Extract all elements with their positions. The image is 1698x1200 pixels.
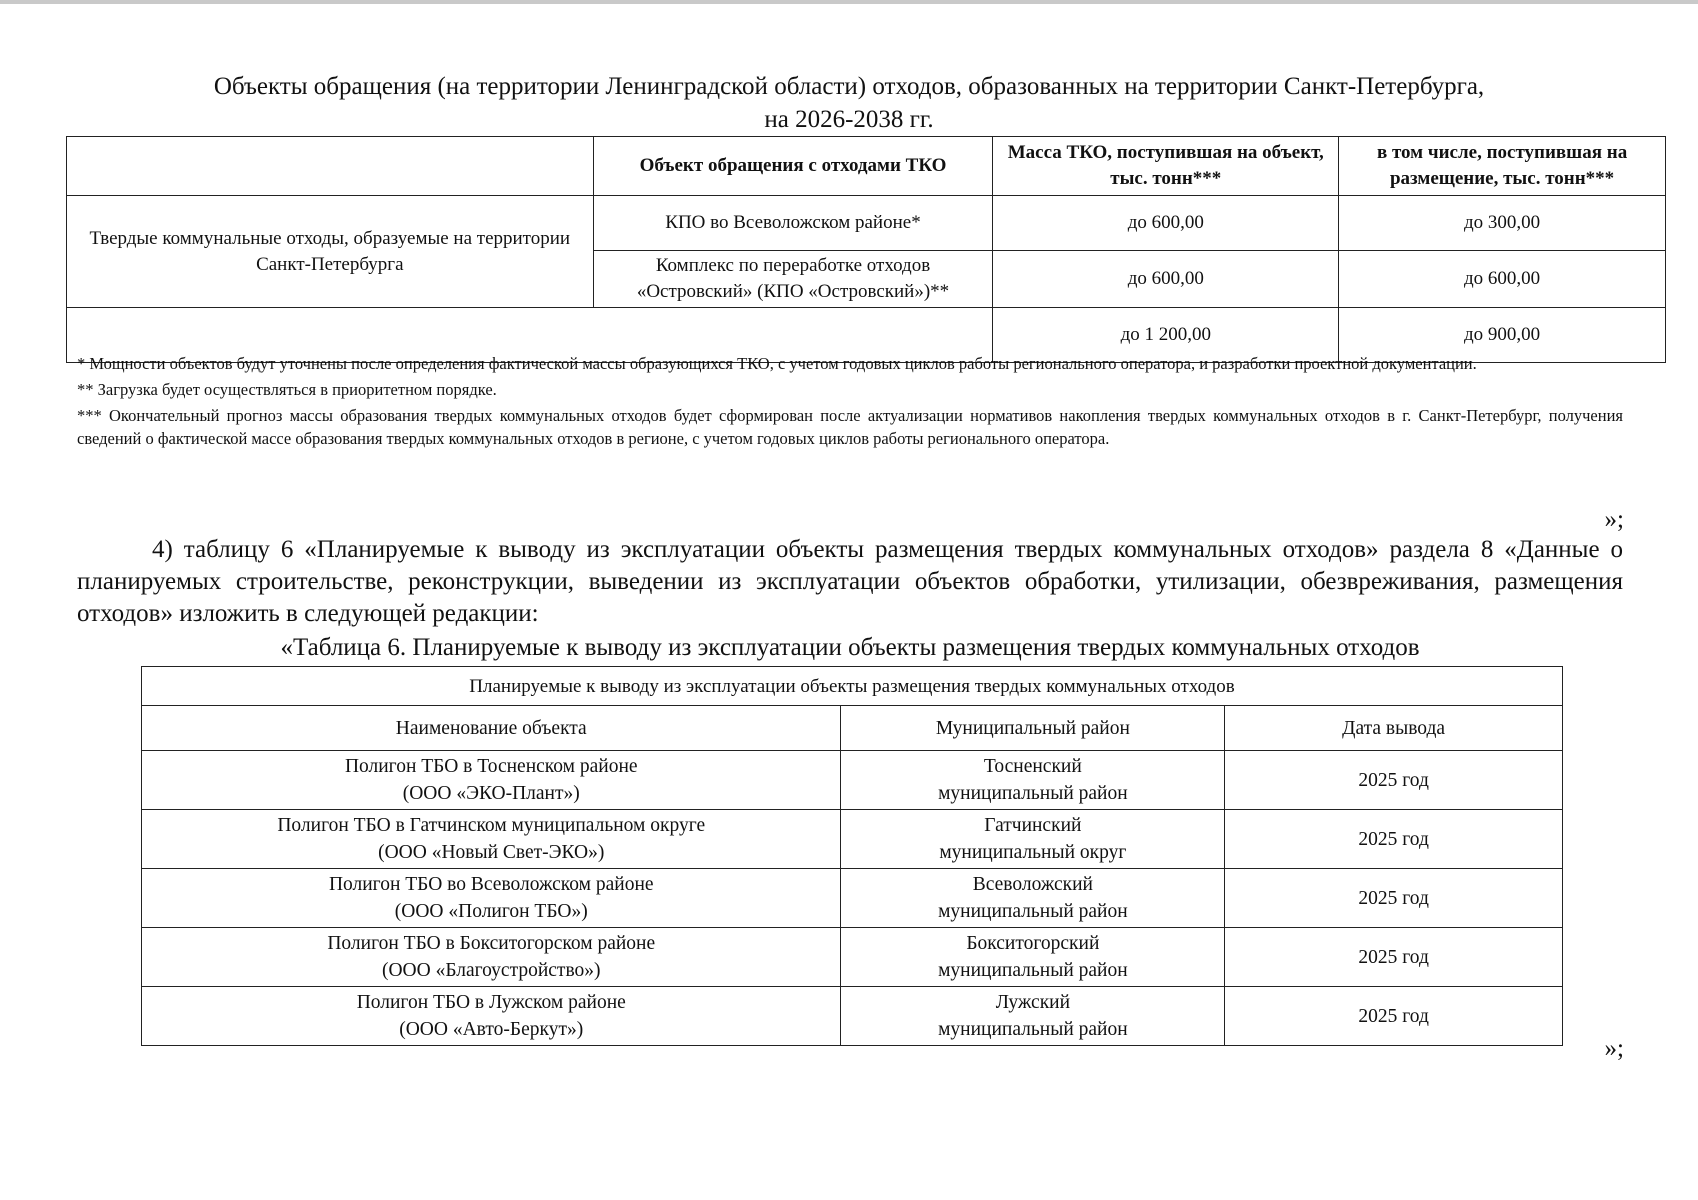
district-line: Бокситогорский — [966, 933, 1100, 954]
district-line: Тосненский — [983, 756, 1082, 777]
table1-placement: до 600,00 — [1339, 251, 1666, 308]
district-type-line: муниципальный район — [938, 1019, 1128, 1040]
company-line: (ООО «Благоустройство») — [381, 960, 601, 981]
table1-header-empty — [67, 137, 594, 196]
closing-quote-2: »; — [1604, 1035, 1624, 1062]
district-type-line: муниципальный район — [938, 901, 1128, 922]
footnote-2: ** Загрузка будет осуществляться в приоритетном порядке. — [77, 380, 497, 399]
table1-object: КПО во Всеволожском районе* — [593, 196, 993, 251]
amendment-paragraph: 4) таблицу 6 «Планируемые к выводу из эксплуатации объекты размещения твердых коммунальных отходов» раздела 8 «Данные о планируемых строительстве, реконструкции, выведении из эксплуатации объектов обработки, утилизации, обезвреживания, размещения отходов» изложить в следующей редакции: — [77, 536, 1623, 627]
table2-district — [841, 928, 1225, 987]
table1-placement: до 300,00 — [1339, 196, 1666, 251]
table2-date: 2025 год — [1225, 987, 1563, 1046]
name-line: Полигон ТБО в Бокситогорском районе — [327, 933, 656, 954]
table2-district — [841, 751, 1225, 810]
table2-caption-cell: Планируемые к выводу из эксплуатации объекты размещения твердых коммунальных отходов — [142, 667, 1563, 706]
district-line: Гатчинский — [984, 815, 1082, 836]
table2-header-district: Муниципальный район — [841, 706, 1225, 751]
company-line: (ООО «Новый Свет-ЭКО») — [378, 842, 605, 863]
table2-header-name: Наименование объекта — [142, 706, 841, 751]
table1-mass: до 600,00 — [993, 196, 1339, 251]
name-line: Полигон ТБО в Лужском районе — [356, 992, 626, 1013]
table2-name — [142, 810, 841, 869]
name-line: Полигон ТБО в Тосненском районе — [344, 756, 638, 777]
table1-header-placement: в том числе, поступившая на размещение, тыс. тонн*** — [1339, 137, 1666, 196]
closing-quote-1: »; — [1604, 506, 1624, 533]
table-row — [142, 987, 1563, 1046]
table-row — [142, 751, 1563, 810]
footnotes — [77, 352, 1623, 453]
name-line: Полигон ТБО в Гатчинском муниципальном округе — [277, 815, 706, 836]
table2-header-date: Дата вывода — [1225, 706, 1563, 751]
table2-caption: «Таблица 6. Планируемые к выводу из эксплуатации объекты размещения твердых коммунальных отходов — [280, 634, 1420, 661]
table-row — [67, 196, 1666, 251]
table2-date: 2025 год — [1225, 869, 1563, 928]
table2-district — [841, 987, 1225, 1046]
company-line: (ООО «ЭКО-Плант») — [402, 783, 580, 804]
table2-header-row — [142, 706, 1563, 751]
table1-total-placement: до 900,00 — [1339, 308, 1666, 363]
table-row — [142, 810, 1563, 869]
document-title — [60, 70, 1638, 136]
company-line: (ООО «Авто-Беркут») — [399, 1019, 584, 1040]
table1-object: Комплекс по переработке отходов «Островский» (КПО «Островский»)** — [593, 251, 993, 308]
district-type-line: муниципальный округ — [939, 842, 1127, 863]
table1-header-object: Объект обращения с отходами ТКО — [593, 137, 993, 196]
table2-date: 2025 год — [1225, 751, 1563, 810]
table2-name — [142, 869, 841, 928]
title-line-2: на 2026-2038 гг. — [764, 106, 934, 133]
table1-total-mass: до 1 200,00 — [993, 308, 1339, 363]
scan-top-edge — [0, 0, 1698, 4]
table2-name — [142, 928, 841, 987]
table1-mass: до 600,00 — [993, 251, 1339, 308]
table2-date: 2025 год — [1225, 810, 1563, 869]
table2-district — [841, 869, 1225, 928]
footnote-1: * Мощности объектов будут уточнены после определения фактической массы образующихся ТКО, с учетом годовых циклов работы регионального оператора, и разработки проектной документации. — [77, 354, 1477, 373]
district-line: Лужский — [995, 992, 1071, 1013]
table2-date: 2025 год — [1225, 928, 1563, 987]
table2-name — [142, 751, 841, 810]
table1-header-mass: Масса ТКО, поступившая на объект, тыс. тонн*** — [993, 137, 1339, 196]
district-type-line: муниципальный район — [938, 960, 1128, 981]
district-type-line: муниципальный район — [938, 783, 1128, 804]
table1-header-row — [67, 137, 1666, 196]
decommission-table — [141, 666, 1563, 1046]
footnote-3: *** Окончательный прогноз массы образования твердых коммунальных отходов будет сформирован после актуализации нормативов накопления твердых коммунальных отходов в г. Санкт-Петербург, получения сведений о фактической массе образования твердых коммунальных отходов в регионе, с учетом годовых циклов работы регионального оператора. — [77, 406, 1623, 448]
district-line: Всеволожский — [972, 874, 1093, 895]
table-row — [142, 928, 1563, 987]
name-line: Полигон ТБО во Всеволожском районе — [328, 874, 654, 895]
table2-name — [142, 987, 841, 1046]
table-row — [142, 869, 1563, 928]
company-line: (ООО «Полигон ТБО») — [394, 901, 588, 922]
table2-caption-row — [142, 667, 1563, 706]
waste-facilities-table — [66, 136, 1666, 363]
title-line-1: Объекты обращения (на территории Ленинградской области) отходов, образованных на территории Санкт-Петербурга, — [213, 73, 1485, 100]
table2-district — [841, 810, 1225, 869]
table1-waste-type: Твердые коммунальные отходы, образуемые на территории Санкт-Петербурга — [67, 196, 594, 308]
